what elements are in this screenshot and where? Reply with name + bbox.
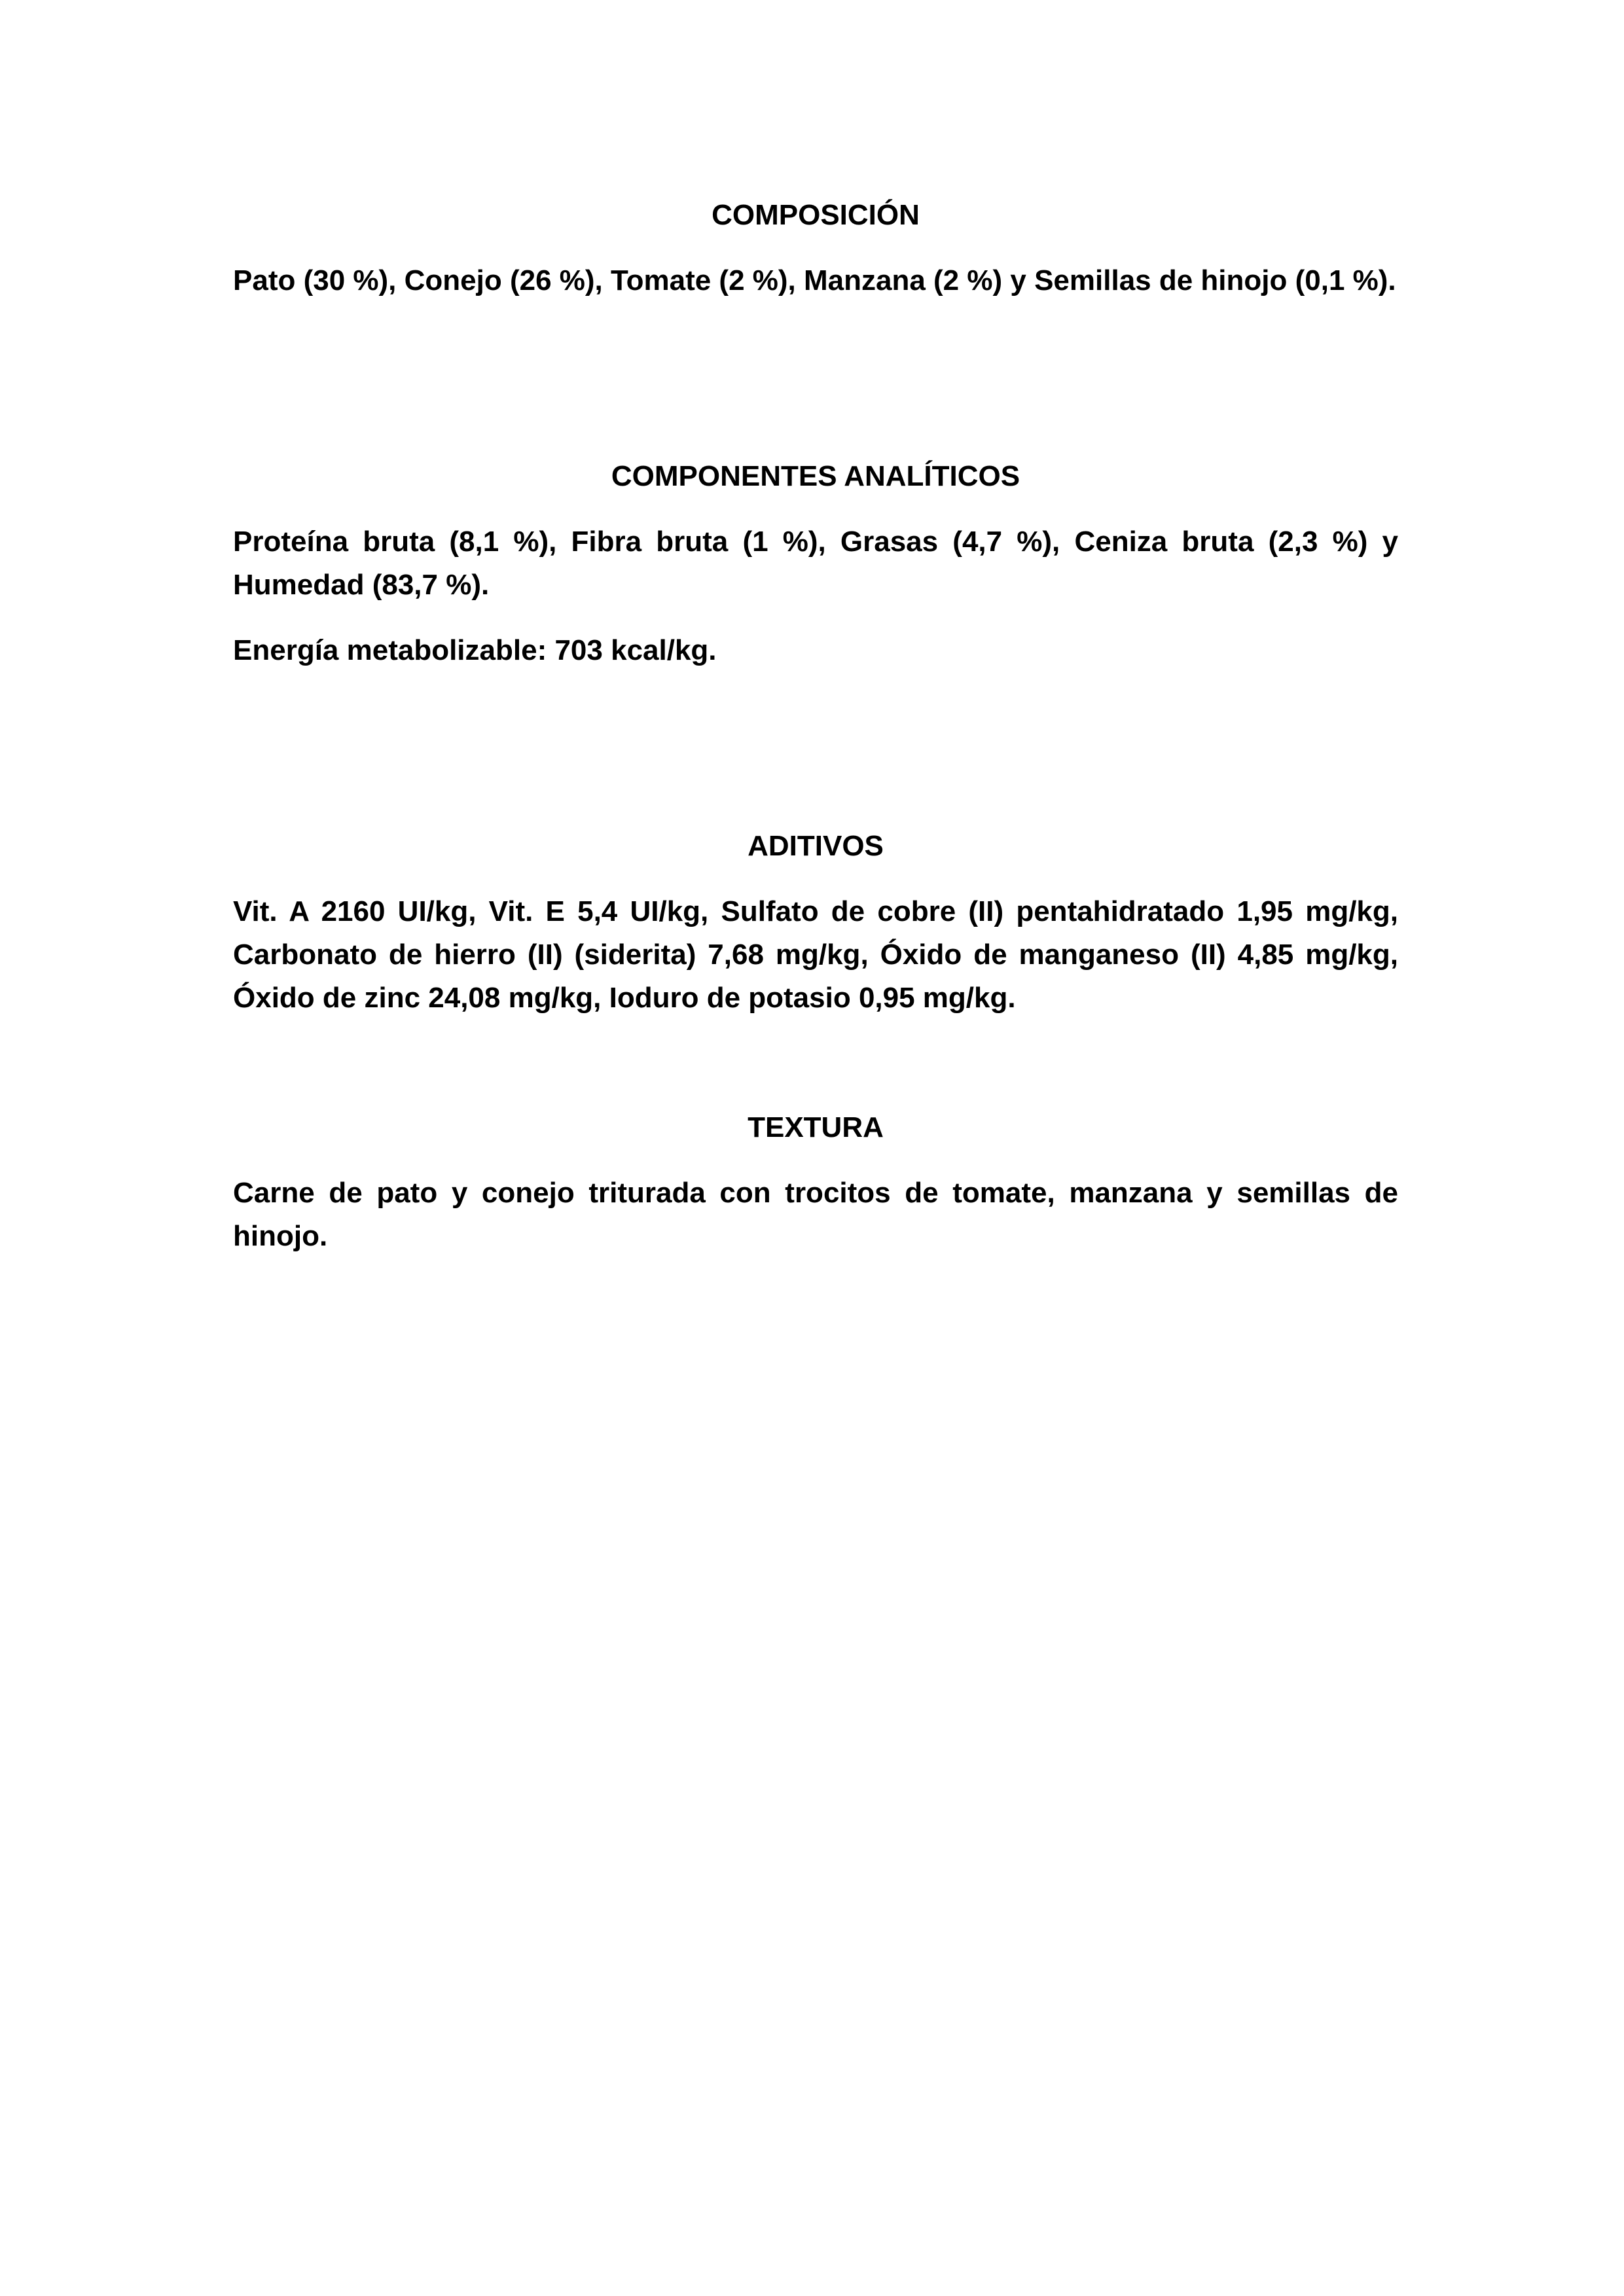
- document-body: [233, 0, 1398, 2296]
- textura-text: Carne de pato y conejo triturada con trocitos de tomate, manzana y semillas de hinojo.: [233, 1177, 1398, 1252]
- aditivos-text: Vit. A 2160 UI/kg, Vit. E 5,4 UI/kg, Sulfato de cobre (II) pentahidratado 1,95 mg/kg, Carbonato de hierro (II) (siderita) 7,68 mg/kg, Óxido de manganeso (II) 4,85 mg/kg, Óxido de zinc 24,08 mg/kg, Ioduro de potasio 0,95 mg/kg.: [233, 895, 1398, 1014]
- section-heading-aditivos: ADITIVOS: [748, 830, 884, 862]
- section-heading-composicion: COMPOSICIÓN: [712, 199, 920, 231]
- section-composicion: [233, 194, 1398, 302]
- section-textura: [233, 1106, 1398, 1258]
- section-heading-textura: TEXTURA: [748, 1111, 884, 1143]
- componentes-analiticos-text: Proteína bruta (8,1 %), Fibra bruta (1 %), Grasas (4,7 %), Ceniza bruta (2,3 %) y Humedad (83,7 %).: [233, 526, 1398, 601]
- section-aditivos: [233, 825, 1398, 1020]
- section-componentes-analiticos: [233, 455, 1398, 672]
- section-heading-componentes-analiticos: COMPONENTES ANALÍTICOS: [611, 460, 1020, 492]
- composicion-text: Pato (30 %), Conejo (26 %), Tomate (2 %), Manzana (2 %) y Semillas de hinojo (0,1 %).: [233, 264, 1396, 296]
- energia-metabolizable-text: Energía metabolizable: 703 kcal/kg.: [233, 634, 717, 666]
